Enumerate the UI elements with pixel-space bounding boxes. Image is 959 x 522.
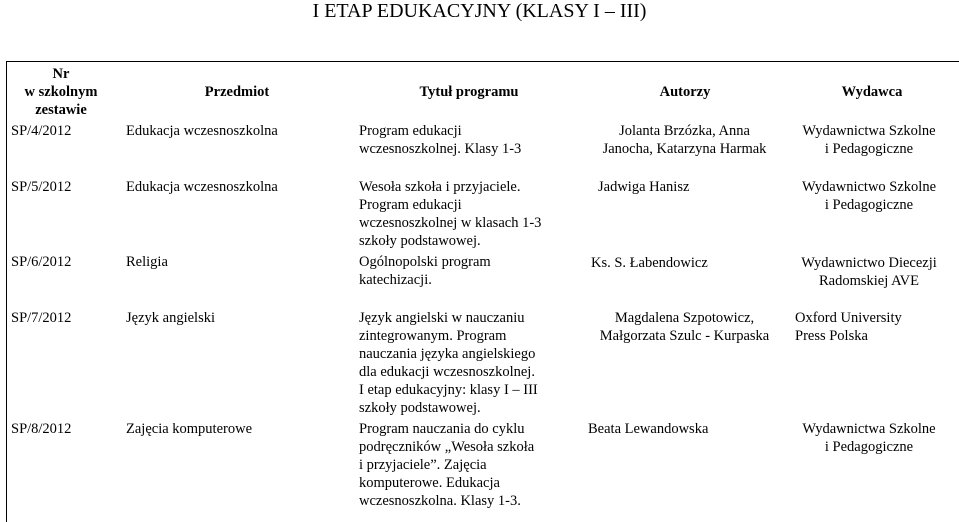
table-row-wydawca: Wydawnictwa Szkolne i Pedagogiczne [802,123,936,157]
header-wydawca: Wydawca [841,84,903,100]
table-row-tytul: Program nauczania do cyklu podręczników „Wesoła szkoła i przyjaciele”. Zajęcia komputerowe. Edukacja wczesnoszkolna. Klasy 1-3. [359,421,535,509]
header-tytul: Tytuł programu [419,84,519,100]
table-row-autorzy: Jolanta Brzózka, Anna Janocha, Katarzyna Harmak [602,123,767,157]
table-row-przedmiot: Edukacja wczesnoszkolna [126,123,278,139]
table-row-wydawca: Wydawnictwo Diecezji Radomskiej AVE [801,255,937,289]
table-row-nr: SP/5/2012 [11,179,72,195]
table-row-tytul: Ogólnopolski program katechizacji. [359,254,491,288]
table-row-tytul: Język angielski w nauczaniu zintegrowanym. Program nauczania języka angielskiego dla edukacji wczesnoszkolnej. I etap edukacyjny: klasy I – III szkoły podstawowej. [359,310,538,416]
header-autorzy: Autorzy [659,84,711,100]
table-row-przedmiot: Edukacja wczesnoszkolna [126,179,278,195]
table-row-autorzy: Jadwiga Hanisz [598,179,690,195]
table-row-nr: SP/8/2012 [11,421,72,437]
header-przedmiot: Przedmiot [204,84,270,100]
table-row-autorzy: Beata Lewandowska [588,421,709,437]
table-row-autorzy: Ks. S. Łabendowicz [591,255,708,271]
table-row-wydawca: Oxford University Press Polska [795,310,902,344]
programs-table [6,61,959,522]
table-row-przedmiot: Język angielski [126,310,215,326]
table-row-nr: SP/4/2012 [11,123,72,139]
table-row-autorzy: Magdalena Szpotowicz, Małgorzata Szulc - Kurpaska [599,310,770,344]
page-title: I ETAP EDUKACYJNY (KLASY I – III) [312,0,647,22]
header-nr: Nr w szkolnym zestawie [24,66,98,118]
table-row-tytul: Wesoła szkoła i przyjaciele. Program edukacji wczesnoszkolnej w klasach 1-3 szkoły podstawowej. [359,179,542,249]
table-row-nr: SP/6/2012 [11,254,72,270]
table-row-wydawca: Wydawnictwa Szkolne i Pedagogiczne [802,421,936,455]
table-row-przedmiot: Religia [126,254,168,270]
table-row-wydawca: Wydawnictwo Szkolne i Pedagogiczne [801,179,937,213]
table-row-przedmiot: Zajęcia komputerowe [126,421,253,437]
table-row-tytul: Program edukacji wczesnoszkolnej. Klasy 1-3 [359,123,522,157]
table-row-nr: SP/7/2012 [11,310,72,326]
